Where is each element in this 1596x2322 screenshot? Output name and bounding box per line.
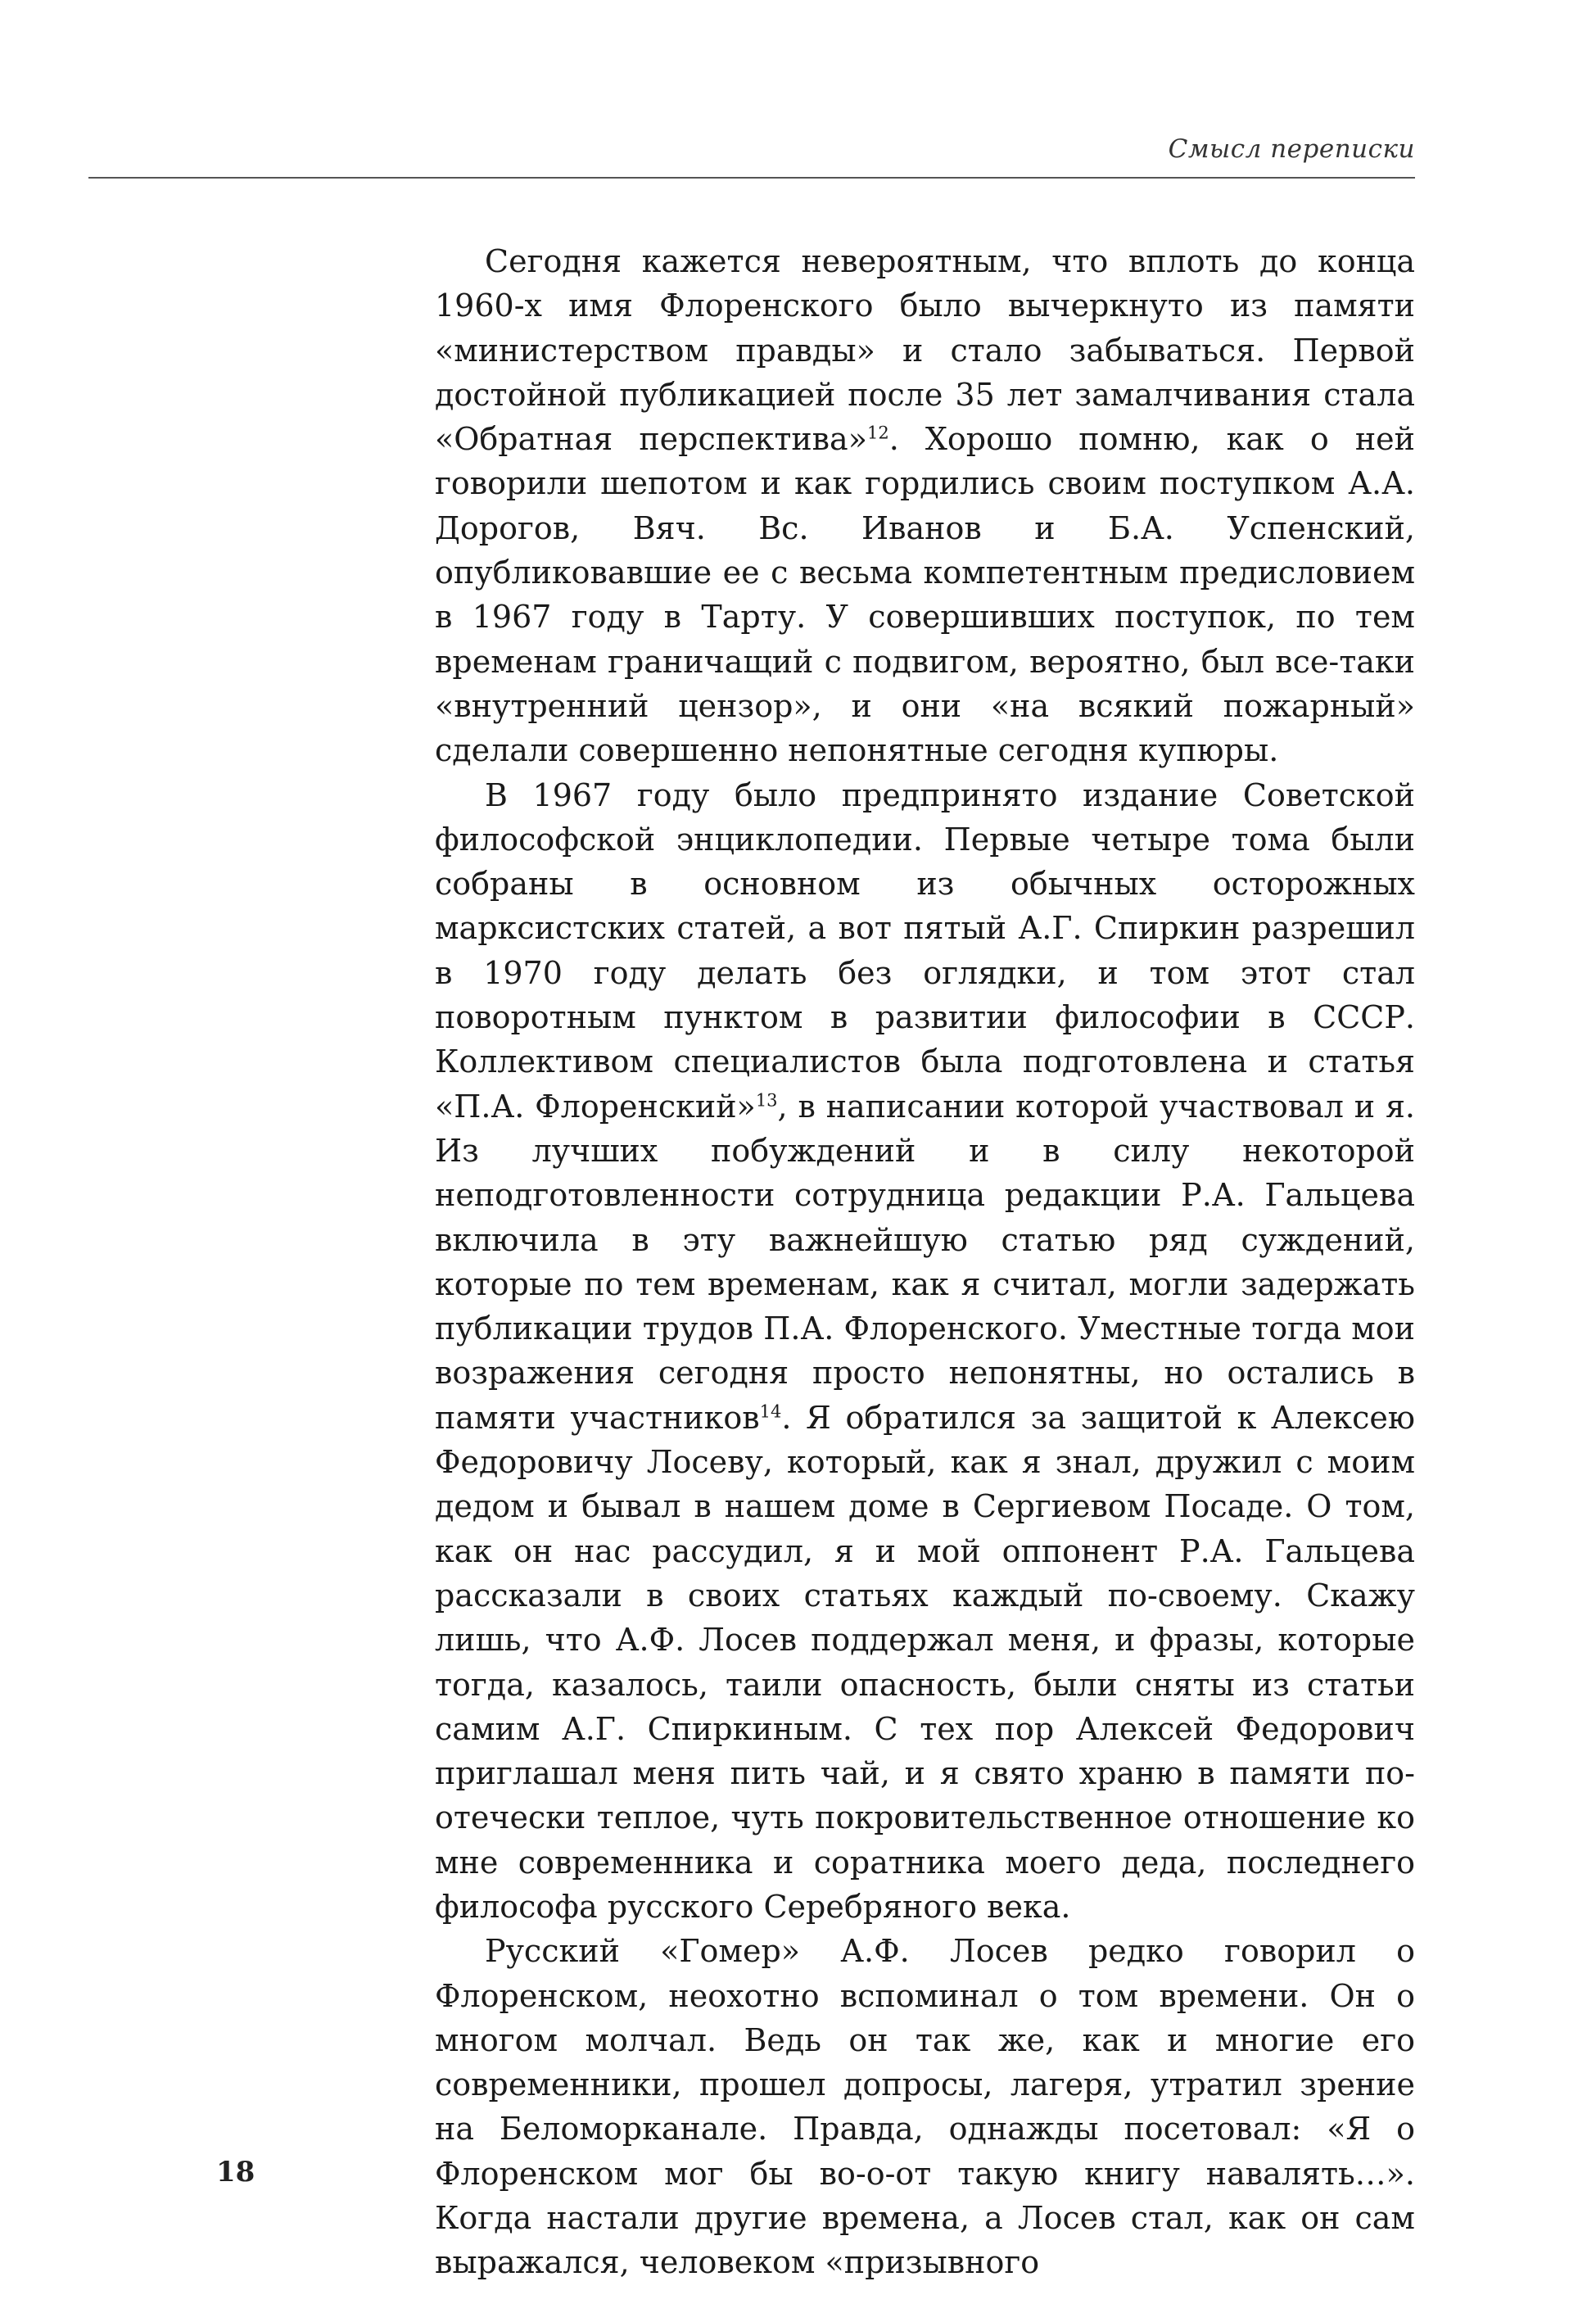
body-text [435,239,1415,2285]
paragraph-text: В 1967 году было предпринято издание Советской философской энциклопедии. Первые четыре тома были собраны в основном из обычных осторожных марксистских статей, а вот пятый А.Г. Спиркин разрешил в 1970 году делать без оглядки, и том этот стал поворотным пунктом в развитии философии в СССР. Коллективом специалистов была подготовлена и статья «П.А. Флоренский» [435,776,1415,1125]
footnote-ref[interactable]: 14 [759,1401,782,1422]
running-header [88,124,1415,179]
paragraph [435,239,1415,773]
paragraph [435,773,1415,1930]
footnote-ref[interactable]: 12 [866,423,889,443]
paragraph [435,1929,1415,2284]
page-number: 18 [216,2156,255,2188]
paragraph-text: . Я обратился за защитой к Алексею Федоровичу Лосеву, который, как я знал, дружил с моим дедом и бывал в нашем доме в Сергиевом Посаде. О том, как он нас рассудил, я и мой оппонент Р.А. Гальцева рассказали в своих статьях каждый по-своему. Скажу лишь, что А.Ф. Лосев поддержал меня, и фразы, которые тогда, казалось, таили опасность, были сняты из статьи самим А.Г. Спиркиным. С тех пор Алексей Федорович приглашал меня пить чай, и я свято храню в памяти по-отечески теплое, чуть покровительственное отношение ко мне современника и соратника моего деда, последнего философа русского Серебряного века. [435,1399,1415,1925]
paragraph-text: . Хорошо помню, как о ней говорили шепотом и как гордились своим поступком А.А. Дорогов, Вяч. Вс. Иванов и Б.А. Успенский, опубликовавшие ее с весьма компетентным предисловием в 1967 году в Тарту. У совершивших поступок, по тем временам граничащий с подвигом, вероятно, был все-таки «внутренний цензор», и они «на всякий пожарный» сделали совершенно непонятные сегодня купюры. [435,421,1415,769]
paragraph-text: , в написании которой участвовал и я. Из лучших побуждений и в силу некоторой неподготовленности сотрудница редакции Р.А. Гальцева включила в эту важнейшую статью ряд суждений, которые по тем временам, как я считал, могли задержать публикации трудов П.А. Флоренского. Уместные тогда мои возражения сегодня просто непонятны, но остались в памяти участников [435,1088,1415,1436]
footnote-ref[interactable]: 13 [755,1089,778,1110]
running-header-title: Смысл переписки [1168,134,1415,164]
paragraph-text: Русский «Гомер» А.Ф. Лосев редко говорил о Флоренском, неохотно вспоминал о том времени. Он о многом молчал. Ведь он так же, как и многие его современники, прошел допросы, лагеря, утратил зрение на Беломорканале. Правда, однажды посетовал: «Я о Флоренском мог бы во-о-от такую книгу навалять…». Когда настали другие времена, а Лосев стал, как он сам выражался, человеком «призывного [435,1933,1415,2281]
paragraph-text: Сегодня кажется невероятным, что вплоть до конца 1960-х имя Флоренского было вычеркнуто из памяти «министерством правды» и стало забываться. Первой достойной публикацией после 35 лет замалчивания стала «Обратная перспектива» [435,243,1415,458]
